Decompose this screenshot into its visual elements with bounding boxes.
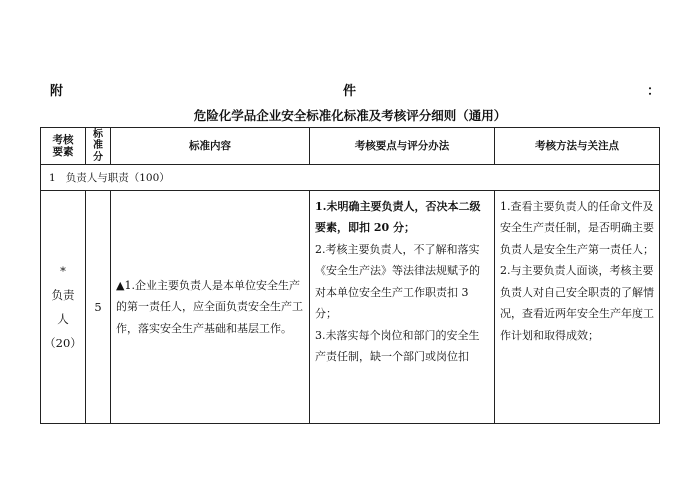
header-row (41, 128, 660, 165)
section-label: 负责人与职责（100） (65, 172, 170, 184)
attachment-colon: ： (646, 84, 660, 99)
scoring-point: 1.未明确主要负责人，否决本二级要素，即扣 20 分； (315, 200, 481, 235)
key-item-triangle-icon: ▲ (116, 278, 125, 292)
assessment-method: 2.与主要负责人面谈，考核主要负责人对自己安全职责的了解情况，查看近两年安全生产年度工作计划和取得成效； (500, 264, 654, 342)
assessment-table (40, 127, 660, 424)
header-points: 考核要点与评分办法 (310, 128, 495, 165)
header-score-line: 标 (93, 128, 103, 140)
standard-content (111, 191, 310, 424)
element-line: * (60, 263, 66, 278)
section-number: 1 (49, 172, 56, 184)
standard-text: 1.企业主要负责人是本单位安全生产的第一责任人，应全面负责安全生产工作，落实安全生产基础和基层工作。 (116, 278, 303, 335)
scoring-points (310, 191, 495, 424)
document-title: 危险化学品企业安全标准化标准及考核评分细则（通用） (193, 108, 507, 123)
assessment-methods (495, 191, 660, 424)
section-heading (41, 165, 660, 191)
header-standard: 标准内容 (111, 128, 310, 165)
header-score (86, 128, 111, 165)
table-row (41, 191, 660, 424)
header-item-line: 要素 (52, 146, 74, 158)
header-score-line: 分 (93, 151, 103, 163)
header-method: 考核方法与关注点 (495, 128, 660, 165)
element-cell (41, 191, 86, 424)
element-line: 负责 (51, 287, 75, 302)
section-row (41, 165, 660, 191)
attachment-label-middle: 件 (343, 84, 357, 99)
standard-score: 5 (86, 191, 111, 424)
header-score-line: 准 (93, 140, 103, 152)
header-item (41, 128, 86, 165)
header-item-line: 考核 (52, 133, 74, 146)
element-line: 人 (57, 312, 69, 326)
attachment-label-left: 附 (50, 84, 64, 99)
scoring-point: 3.未落实每个岗位和部门的安全生产责任制，缺一个部门或岗位扣 (315, 328, 480, 364)
scoring-point: 2.考核主要负责人，不了解和落实《安全生产法》等法律法规赋予的对本单位安全生产工作职责扣 3 分； (315, 242, 480, 321)
attachment-line (50, 80, 660, 98)
assessment-method: 1.查看主要负责人的任命文件及安全生产责任制，是否明确主要负责人是安全生产第一责任人； (500, 200, 654, 256)
element-line: （20） (44, 336, 82, 351)
